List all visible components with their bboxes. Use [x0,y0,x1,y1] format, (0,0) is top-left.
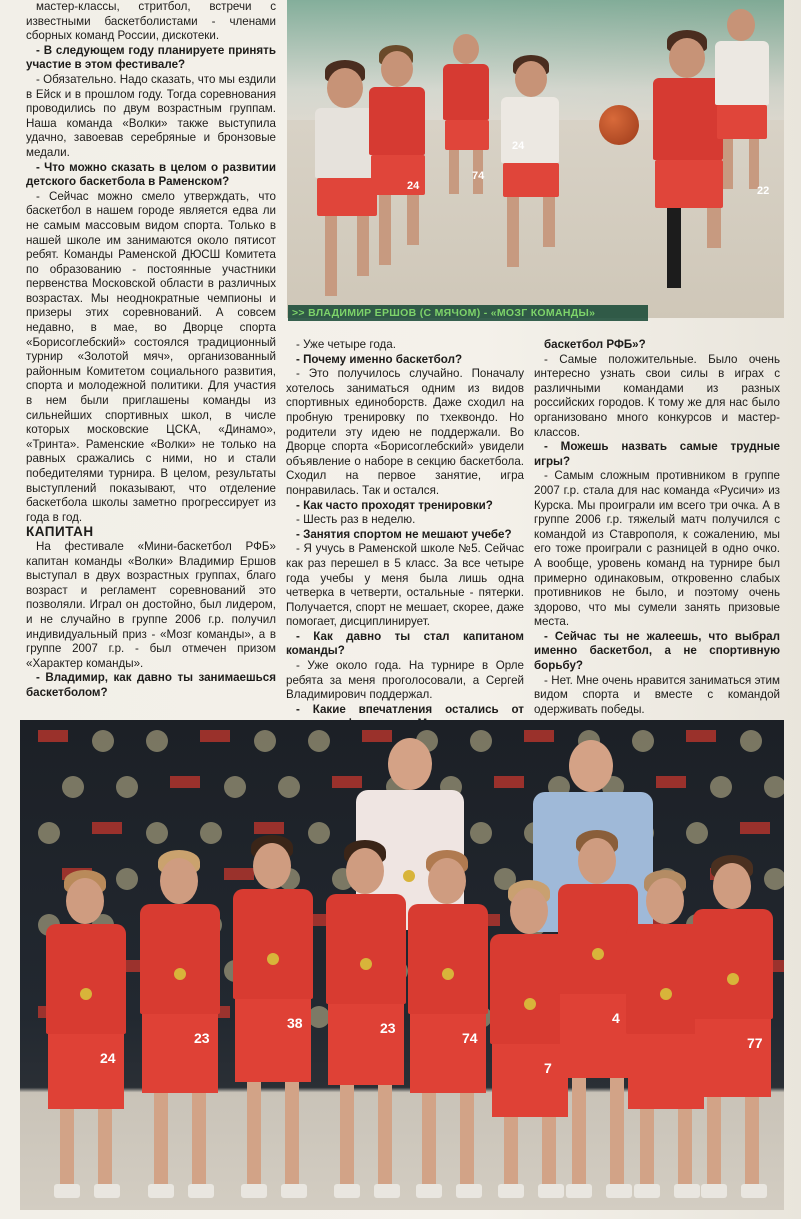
sponsor-logo [686,822,708,844]
sponsor-logo [254,822,284,834]
jersey-number: 24 [100,1050,116,1066]
sponsor-logo [224,776,246,798]
interview-question: - Можешь назвать самые трудные игры? [534,440,780,468]
jersey-number: 38 [287,1015,303,1031]
sponsor-logo [764,776,784,798]
text-column-right [534,338,780,717]
sponsor-logo [470,730,492,752]
team-player [132,850,228,1210]
body-paragraph: - Самые положительные. Было очень интересно узнать свои силы в играх с различными командами из разных российских городов. К тому же для нас было организовано много конкурсов и мастер-классов. [534,352,780,439]
sponsor-logo [38,730,68,742]
jersey-number: 23 [194,1030,210,1046]
sponsor-logo [170,776,200,788]
body-paragraph: На фестивале «Мини-баскетбол РФБ» капитан команды «Волки» Владимир Ершов выступал в двух возрастных группах, благо возраст и регламент соревнований это позволяли. Играл он достойно, был лидером, и не случайно в группе 2006 г.р. получил индивидуальный приз - «Мозг команды», а в группе 2007 г.р. - был отмечен призом «Характер команды». [26,539,276,670]
sponsor-logo [740,822,770,834]
section-title: КАПИТАН [26,524,94,540]
sponsor-logo [308,730,330,752]
interview-question: - Какие впечатления остались от [296,702,524,716]
interview-question: - Сейчас ты не жалеешь, что выбрал именно баскетбол, а не спортивную борьбу? [534,629,780,673]
sponsor-logo [116,776,138,798]
basketball [599,105,639,145]
sponsor-logo [494,776,524,788]
sponsor-logo [62,776,84,798]
player-figure [357,45,447,275]
player-figure [487,55,587,275]
text-column-left [26,0,276,701]
sponsor-logo [92,822,122,834]
text-column-middle [286,338,524,732]
game-action-photo [287,0,784,318]
body-paragraph: - Это получилось случайно. Поначалу хотелось заниматься одним из видов спортивных единоборств. Даже сходил на пробную тренировку по тхеквондо. Но родители эту идею не поддержали. Во Дворце спорта «Борисоглебский» увидели объявление о наборе в секцию баскетбола. Сходил на первое занятие, игра понравилась. Так и остался. [286,367,524,497]
body-paragraph: мастер-классы, стритбол, встречи с известными баскетболистами - членами сборных команд России, дискотеки. [26,0,276,43]
interview-question: - Занятия спортом не мешают учебе? [296,527,512,541]
interview-question: - Что можно сказать в целом о развитии детского баскетбола в Раменском? [26,160,276,189]
jersey-number: 4 [612,1010,620,1026]
sponsor-logo [200,822,222,844]
sponsor-logo [146,822,168,844]
sponsor-logo [686,730,716,742]
body-paragraph: - Обязательно. Надо сказать, что мы ездили в Ейск и в прошлом году. Тогда соревнования проводились по двум возрастным группам. Наша команда «Волки» также выступила удачно, завоевав серебряные и бронзовые медали. [26,72,276,159]
interview-question: - В следующем году планируете принять участие в этом фестивале? [26,43,276,72]
sponsor-logo [278,776,300,798]
photo-caption: >> ВЛАДИМИР ЕРШОВ (С МЯЧОМ) - «МОЗГ КОМАНДЫ» [288,305,648,321]
team-photo [20,720,784,1210]
jersey-number: 74 [462,1030,478,1046]
body-paragraph: - Сейчас можно смело утверждать, что баскетбол в нашем городе является едва ли не самым массовым видом спорта. Только в нашей школе им занимаются около пятисот ребят. Команды Раменской ДЮСШ Комитета по образованию - постоянные участники первенства Московской области в различных возрастах. Мы неоднократные чемпионы и призеры этих соревнований. А совсем недавно, в мае, во Дворце спорта «Борисоглебский» состоялся традиционный турнир «Золотой мяч», организованный районным Комитетом социального развития, спорта и молодежной политики. Для участия в нем были приглашены команды из сильнейших спортивных школ, в числе которых московские ЦСКА, «Динамо», «Тринта». Раменские «Волки» не только на равных сражались с ними, но и стали победителями турнира. В целом, результаты выступлений показывают, что отделение баскетбола школы заметно прогрессирует из года в год. [26,189,276,524]
interview-question: - Как часто проходят тренировки? [296,498,493,512]
body-paragraph: - Самым сложным противником в группе 2007 г.р. стала для нас команда «Русичи» из Курска. Мы проиграли им всего три очка. А в группе 2006 г.р. тяжелый матч получился с командой из Ставрополя, к сожалению, мы его тоже проиграли с разницей в одно очко. А вообще, уровень команд на турнире был примерно одинаковым, откровенно слабых противников не было, и поэтому очень здорово, что мы сумели занять призовые места. [534,469,780,629]
sponsor-logo [740,730,762,752]
jersey-number: 77 [747,1035,763,1051]
interview-question: - Как давно ты стал капитаном команды? [286,629,524,658]
sponsor-logo [710,776,732,798]
body-paragraph: - Шесть раз в неделю. [296,513,416,527]
jersey-number: 24 [512,140,525,152]
body-paragraph: - Уже около года. На турнире в Орле ребята за меня проголосовали, а Сергей Владимирович поддержал. [286,659,524,702]
sponsor-logo [92,730,114,752]
team-player [38,870,134,1210]
interview-question: баскетбол РФБ»? [544,338,646,351]
interview-question: - Почему именно баскетбол? [296,352,463,366]
body-paragraph: - Нет. Мне очень нравится заниматься этим видом спорта и вместе с командой одерживать победы. [534,673,780,716]
body-paragraph: - Уже четыре года. [296,338,396,351]
team-player [225,835,321,1210]
sponsor-logo [38,822,60,844]
sponsor-logo [656,776,686,788]
body-paragraph: - Я учусь в Раменской школе №5. Сейчас как раз перешел в 5 класс. За все четыре года учебы у меня была лишь одна четверка в четверти, остальные - пятерки. Получается, спорт не мешает, скорее, даже помогает, дисциплинирует. [286,542,524,629]
team-player [685,855,781,1210]
sponsor-logo [200,730,230,742]
sponsor-logo [254,730,276,752]
sponsor-logo [146,730,168,752]
interview-question: - Владимир, как давно ты занимаешься баскетболом? [26,671,276,699]
jersey-number: 24 [407,180,420,192]
sponsor-logo [470,822,492,844]
jersey-number: 22 [757,185,770,197]
jersey-number: 23 [380,1020,396,1036]
jersey-number: 7 [544,1060,552,1076]
jersey-number: 74 [472,170,485,182]
player-figure [707,5,777,205]
player-figure [437,30,497,200]
